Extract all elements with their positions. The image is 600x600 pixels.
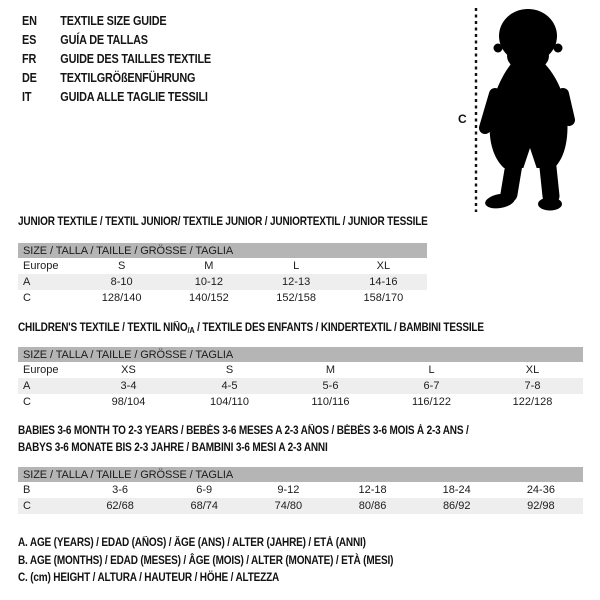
row-label: C <box>18 498 78 514</box>
babies-title-line1: BABIES 3-6 MONTH TO 2-3 YEARS / BEBÉS 3-6 MESES A 2-3 AÑOS / BÉBÉS 3-6 MOIS À 2-3 ANS / <box>18 425 469 437</box>
lang-title: GUIDA ALLE TAGLIE TESSILI <box>60 90 208 104</box>
size-value-cell: 158/170 <box>363 292 404 304</box>
size-value-cell: 92/98 <box>499 498 583 514</box>
note-a-age-years: A. AGE (YEARS) / EDAD (AÑOS) / ÂGE (ANS) / ALTER (JAHRE) / ETÀ (ANNI) <box>18 537 366 549</box>
children-title-sub: /A <box>187 325 195 335</box>
size-value-cell: 128/140 <box>101 292 142 304</box>
lang-code: IT <box>22 90 32 104</box>
size-value-cell: 8-10 <box>78 274 165 290</box>
size-value-cell: 110/116 <box>311 396 350 408</box>
lang-title: GUÍA DE TALLAS <box>60 33 148 47</box>
size-value-cell: XL <box>525 364 540 376</box>
lang-title: TEXTILGRÖßENFÜHRUNG <box>60 71 196 85</box>
size-value-cell: 104/110 <box>210 396 249 408</box>
children-title-prefix: CHILDREN'S TEXTILE / TEXTIL NIÑO <box>18 322 188 334</box>
lang-row-es <box>22 31 211 50</box>
row-label: B <box>23 484 31 496</box>
size-value-cell: 62/68 <box>78 498 162 514</box>
row-label: Europe <box>23 260 59 272</box>
size-value-cell: 152/158 <box>276 292 316 304</box>
table-row <box>18 394 583 410</box>
lang-title: TEXTILE SIZE GUIDE <box>60 14 167 28</box>
size-value-cell: 98/104 <box>111 396 146 408</box>
size-value-cell: M <box>204 260 214 272</box>
size-value-cell: S <box>225 364 234 376</box>
table-row <box>18 482 583 498</box>
size-value-cell: XS <box>121 364 136 376</box>
size-value-cell: 3-4 <box>78 378 179 394</box>
lang-row-en <box>22 12 211 31</box>
babies-size-table <box>18 467 583 514</box>
children-size-table <box>18 347 583 410</box>
table-row <box>18 290 427 306</box>
row-label: Europe <box>23 364 59 376</box>
table-row <box>18 362 583 378</box>
lang-code: FR <box>22 52 37 66</box>
size-value-cell: 12-13 <box>253 274 340 290</box>
junior-size-table <box>18 243 427 306</box>
row-label: A <box>18 274 78 290</box>
babies-table-title <box>18 423 469 457</box>
size-value-cell: 116/122 <box>412 396 451 408</box>
size-value-cell: 10-12 <box>165 274 252 290</box>
size-value-cell: 14-16 <box>340 274 427 290</box>
size-header-cell: SIZE / TALLA / TAILLE / GRÖSSE / TAGLIA <box>18 243 427 258</box>
junior-table-title: JUNIOR TEXTILE / TEXTIL JUNIOR/ TEXTILE JUNIOR / JUNIORTEXTIL / JUNIOR TESSILE <box>18 216 428 228</box>
children-table-title <box>18 320 484 339</box>
toddler-silhouette-icon <box>484 9 569 211</box>
size-value-cell: 12-18 <box>358 484 387 496</box>
size-value-cell: 7-8 <box>482 378 583 394</box>
table-row <box>18 274 427 290</box>
size-value-cell: 9-12 <box>277 484 300 496</box>
note-b-age-months: B. AGE (MONTHS) / EDAD (MESES) / ÂGE (MOIS) / ALTER (MONATE) / ETÀ (MESI) <box>18 554 394 567</box>
size-value-cell: 80/86 <box>330 498 414 514</box>
size-value-cell: 4-5 <box>179 378 280 394</box>
babies-title-line2: BABYS 3-6 MONATE BIS 2-3 JAHRE / BAMBINI 3-6 MESI A 2-3 ANNI <box>18 442 328 454</box>
size-value-cell: L <box>293 260 300 272</box>
size-value-cell: 6-7 <box>381 378 482 394</box>
size-value-cell: XL <box>376 260 391 272</box>
size-header-row <box>18 347 583 362</box>
size-header-cell: SIZE / TALLA / TAILLE / GRÖSSE / TAGLIA <box>18 467 583 482</box>
children-title-suffix: / TEXTILE DES ENFANTS / KINDERTEXTIL / BAMBINI TESSILE <box>194 322 484 334</box>
size-value-cell: 18-24 <box>442 484 471 496</box>
lang-code: DE <box>22 71 37 85</box>
size-header-row <box>18 467 583 482</box>
height-figure <box>450 5 580 215</box>
size-header-row <box>18 243 427 258</box>
lang-row-de <box>22 69 211 88</box>
note-c-height: C. (cm) HEIGHT / ALTURA / HAUTEUR / HÖHE / ALTEZZA <box>18 572 280 584</box>
size-value-cell: M <box>325 364 336 376</box>
lang-row-it <box>22 88 211 107</box>
lang-code: ES <box>22 33 37 47</box>
size-header-cell: SIZE / TALLA / TAILLE / GRÖSSE / TAGLIA <box>18 347 583 362</box>
size-value-cell: 6-9 <box>196 484 213 496</box>
table-row <box>18 258 427 274</box>
size-value-cell: 68/74 <box>162 498 246 514</box>
row-label: C <box>23 396 31 408</box>
lang-code: EN <box>22 14 37 28</box>
table-row <box>18 498 583 514</box>
lang-row-fr <box>22 50 211 69</box>
row-label: C <box>23 292 31 304</box>
lang-title: GUIDE DES TAILLES TEXTILE <box>60 52 212 66</box>
size-value-cell: 5-6 <box>280 378 381 394</box>
row-label: A <box>18 378 78 394</box>
size-value-cell: 24-36 <box>526 484 555 496</box>
height-label-c: C <box>458 112 467 126</box>
size-value-cell: 122/128 <box>512 396 553 408</box>
size-value-cell: S <box>117 260 126 272</box>
language-title-list <box>22 12 211 107</box>
size-value-cell: 86/92 <box>415 498 499 514</box>
table-row <box>18 378 583 394</box>
size-value-cell: L <box>428 364 435 376</box>
legend-notes <box>18 535 393 588</box>
size-value-cell: 3-6 <box>112 484 129 496</box>
size-value-cell: 74/80 <box>246 498 330 514</box>
size-value-cell: 140/152 <box>188 292 229 304</box>
